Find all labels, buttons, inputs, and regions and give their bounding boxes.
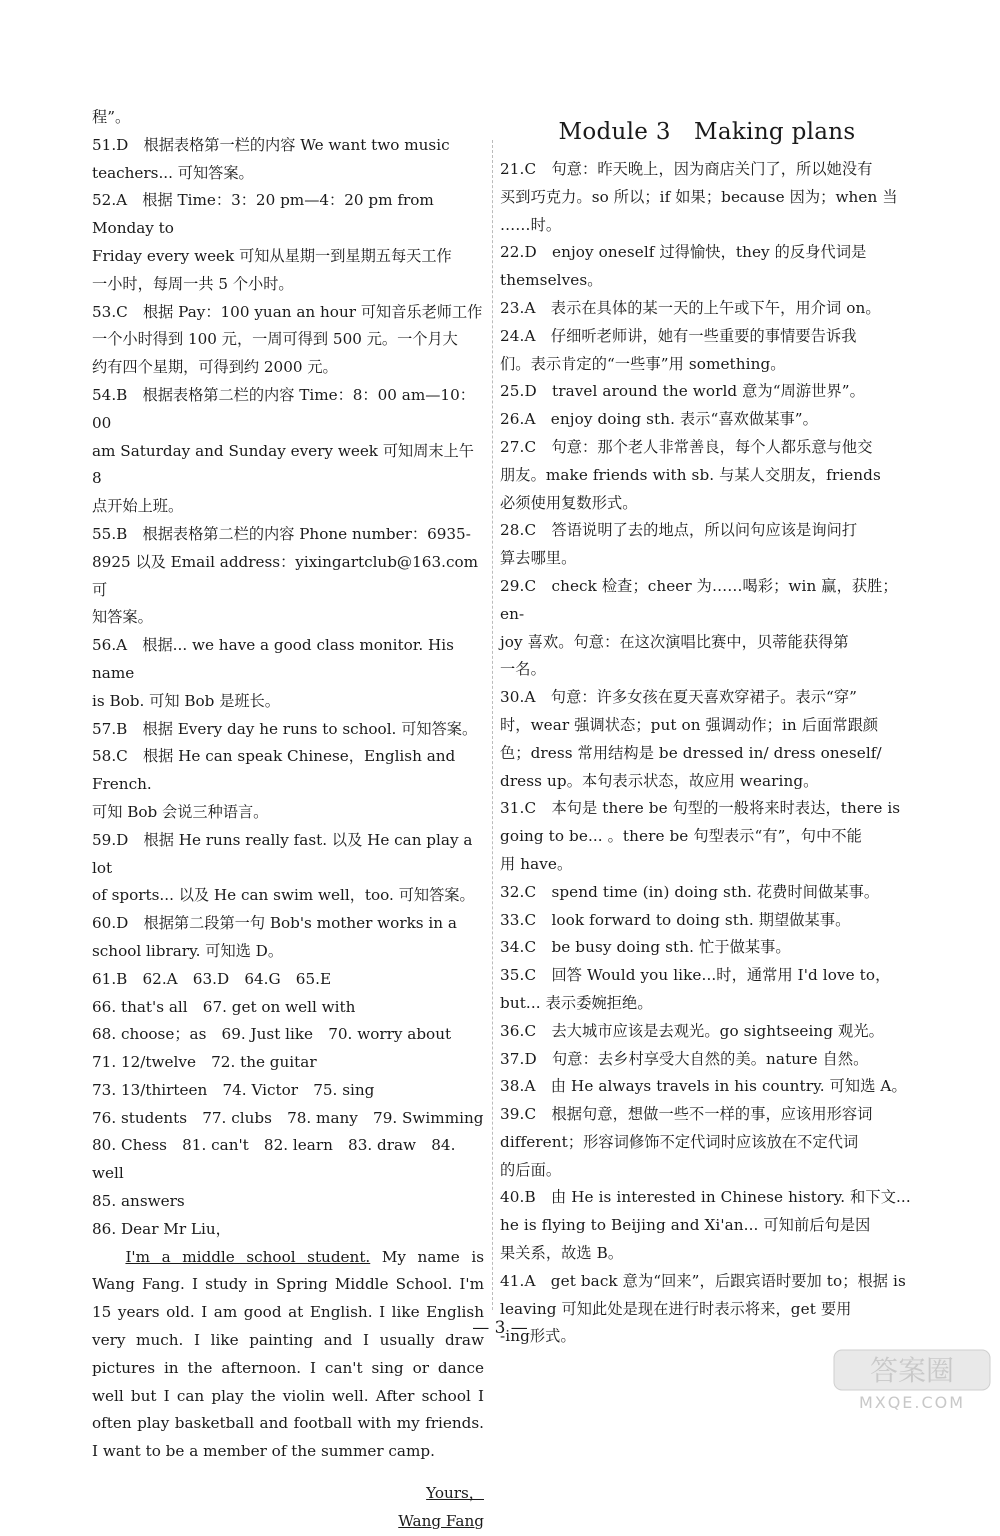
answer-line: 必须使用复数形式。	[500, 493, 638, 512]
answer-line: 35.C 回答 Would you like...时，通常用 I'd love to，	[500, 966, 891, 985]
answer-line: 27.C 句意：那个老人非常善良，每个人都乐意与他交	[500, 437, 873, 456]
answer-line: 知答案。	[92, 608, 153, 627]
answer-line: ……时。	[500, 215, 562, 234]
answer-line: 一个小时得到 100 元，一周可得到 500 元。一个月大	[92, 330, 458, 349]
answer-line: teachers... 可知答案。	[92, 163, 254, 182]
answer-line: of sports... 以及 He can swim well，too. 可知答案。	[92, 886, 475, 905]
answer-line: 39.C 根据句意，想做一些不一样的事，应该用形容词	[500, 1105, 873, 1124]
answer-line: 52.A 根据 Time：3：20 pm—4：20 pm from Monday to	[92, 191, 434, 238]
answer-line: 40.B 由 He is interested in Chinese history. 和下文...	[500, 1188, 911, 1207]
answer-line: 23.A 表示在具体的某一天的上午或下午，用介词 on。	[500, 298, 881, 317]
answer-line: 55.B 根据表格第二栏的内容 Phone number：6935-	[92, 524, 471, 543]
answer-line: -ing形式。	[500, 1327, 576, 1346]
answer-line: 用 have。	[500, 854, 573, 873]
answer-line: 果关系，故选 B。	[500, 1244, 624, 1263]
answer-line: 程”。	[92, 108, 131, 126]
answer-line: 58.C 根据 He can speak Chinese，English and French.	[92, 747, 456, 794]
answer-line: 一名。	[500, 660, 546, 679]
answer-line: 32.C spend time (in) doing sth. 花费时间做某事。	[500, 882, 880, 901]
letter-signature: Wang Fang	[398, 1511, 484, 1530]
answer-line: leaving 可知此处是现在进行时表示将来，get 要用	[500, 1299, 852, 1318]
answer-line: 约有四个星期，可得到约 2000 元。	[92, 358, 338, 377]
answer-line: 85. answers	[92, 1192, 185, 1211]
answer-line: 68. choose；as 69. Just like 70. worry about	[92, 1025, 452, 1044]
svg-text:答案圈: 答案圈	[869, 1354, 955, 1387]
answer-line: 29.C check 检查；cheer 为……喝彩；win 赢，获胜；en-	[500, 576, 898, 623]
answer-line: 41.A get back 意为“回来”，后跟宾语时要加 to；根据 is	[500, 1271, 906, 1290]
answer-line: 8925 以及 Email address：yixingartclub@163.com 可	[92, 552, 478, 599]
answer-line: 们。表示肯定的“一些事”用 something。	[500, 354, 786, 373]
answer-line: 86. Dear Mr Liu，	[92, 1219, 231, 1238]
answer-line: 24.A 仔细听老师讲，她有一些重要的事情要告诉我	[500, 326, 857, 345]
answer-line: 34.C be busy doing sth. 忙于做某事。	[500, 938, 791, 957]
answer-line: 56.A 根据... we have a good class monitor. His name	[92, 636, 454, 682]
letter-body	[92, 1244, 484, 1466]
answer-line: but... 表示委婉拒绝。	[500, 993, 653, 1012]
answer-line: 22.D enjoy oneself 过得愉快，they 的反身代词是	[500, 243, 867, 262]
answer-line: 37.D 句意：去乡村享受大自然的美。nature 自然。	[500, 1049, 869, 1068]
letter-first-sentence: I'm a middle school student.	[125, 1247, 371, 1266]
answer-line: 算去哪里。	[500, 549, 577, 568]
answer-line: am Saturday and Sunday every week 可知周末上午 8	[92, 441, 474, 488]
right-column	[500, 104, 914, 1351]
letter-rest: My name is Wang Fang. I study in Spring Middle School. I'm 15 years old. I am good at English. I like English very much. I like painting and I usually draw pictures in the afternoon. I can't sing or dance well but I can play the violin well. After school I often play basketball and football with my friends. I want to be a member of the summer camp.	[92, 1247, 484, 1461]
answer-line: 76. students 77. clubs 78. many 79. Swimming	[92, 1108, 484, 1127]
answer-line: 66. that's all 67. get on well with	[92, 997, 356, 1016]
answer-line: 点开始上班。	[92, 497, 184, 516]
answer-line: is Bob. 可知 Bob 是班长。	[92, 691, 280, 710]
answer-line: 73. 13/thirteen 74. Victor 75. sing	[92, 1080, 375, 1099]
answer-line: 31.C 本句是 there be 句型的一般将来时表达，there is	[500, 799, 901, 818]
answer-line: 买到巧克力。so 所以；if 如果；because 因为；when 当	[500, 187, 898, 206]
answer-line: 60.D 根据第二段第一句 Bob's mother works in a	[92, 914, 457, 933]
answer-line: 可知 Bob 会说三种语言。	[92, 802, 269, 821]
answer-line: 33.C look forward to doing sth. 期望做某事。	[500, 910, 851, 929]
svg-text:MXQE.COM: MXQE.COM	[858, 1393, 966, 1412]
answer-line: 54.B 根据表格第二栏的内容 Time：8：00 am—10：00	[92, 385, 475, 432]
answer-line: 时，wear 强调状态；put on 强调动作；in 后面常跟颜	[500, 715, 879, 734]
answer-line: 朋友。make friends with sb. 与某人交朋友，friends	[500, 465, 881, 484]
answer-line: 57.B 根据 Every day he runs to school. 可知答案。	[92, 719, 478, 738]
answer-line: he is flying to Beijing and Xi'an... 可知前后句是因	[500, 1216, 871, 1235]
answer-line: school library. 可知选 D。	[92, 941, 284, 960]
answer-line: 26.A enjoy doing sth. 表示“喜欢做某事”。	[500, 410, 818, 429]
watermark-logo	[832, 1348, 992, 1414]
answer-line: 38.A 由 He always travels in his country. 可知选 A。	[500, 1077, 907, 1096]
answer-line: 71. 12/twelve 72. the guitar	[92, 1053, 317, 1072]
answer-line: 51.D 根据表格第一栏的内容 We want two music	[92, 135, 450, 154]
answer-line: joy 喜欢。句意：在这次演唱比赛中，贝蒂能获得第	[500, 632, 849, 651]
answer-line: 一小时，每周一共 5 个小时。	[92, 274, 294, 293]
answer-line: 36.C 去大城市应该是去观光。go sightseeing 观光。	[500, 1021, 884, 1040]
answer-line: dress up。本句表示状态，故应用 wearing。	[500, 771, 819, 790]
right-answer-lines	[500, 156, 914, 1351]
answer-line: 61.B 62.A 63.D 64.G 65.E	[92, 969, 332, 988]
answer-line: Friday every week 可知从星期一到星期五每天工作	[92, 246, 452, 265]
answer-line: 色；dress 常用结构是 be dressed in/ dress oneself/	[500, 743, 882, 762]
answer-line: 80. Chess 81. can't 82. learn 83. draw 84. well	[92, 1136, 456, 1183]
answer-line: 21.C 句意：昨天晚上，因为商店关门了，所以她没有	[500, 160, 873, 178]
answer-line: 28.C 答语说明了去的地点，所以问句应该是询问打	[500, 521, 858, 540]
column-divider	[492, 140, 494, 1310]
answer-line: themselves。	[500, 271, 603, 290]
answer-line: 25.D travel around the world 意为“周游世界”。	[500, 382, 865, 401]
answer-line: different；形容词修饰不定代词时应该放在不定代词	[500, 1132, 859, 1151]
left-answer-lines	[92, 104, 484, 1244]
letter-closing: Yours，	[426, 1484, 484, 1503]
page-number: — 3 —	[472, 1318, 528, 1338]
answer-line: 30.A 句意：许多女孩在夏天喜欢穿裙子。表示“穿”	[500, 688, 857, 707]
answer-line: 53.C 根据 Pay：100 yuan an hour 可知音乐老师工作	[92, 302, 483, 321]
module-title: Module 3 Making plans	[558, 119, 856, 145]
answer-line: going to be... 。there be 句型表示“有”，句中不能	[500, 827, 862, 846]
answer-line: 的后面。	[500, 1160, 562, 1179]
answer-line: 59.D 根据 He runs really fast. 以及 He can play a lot	[92, 830, 473, 877]
